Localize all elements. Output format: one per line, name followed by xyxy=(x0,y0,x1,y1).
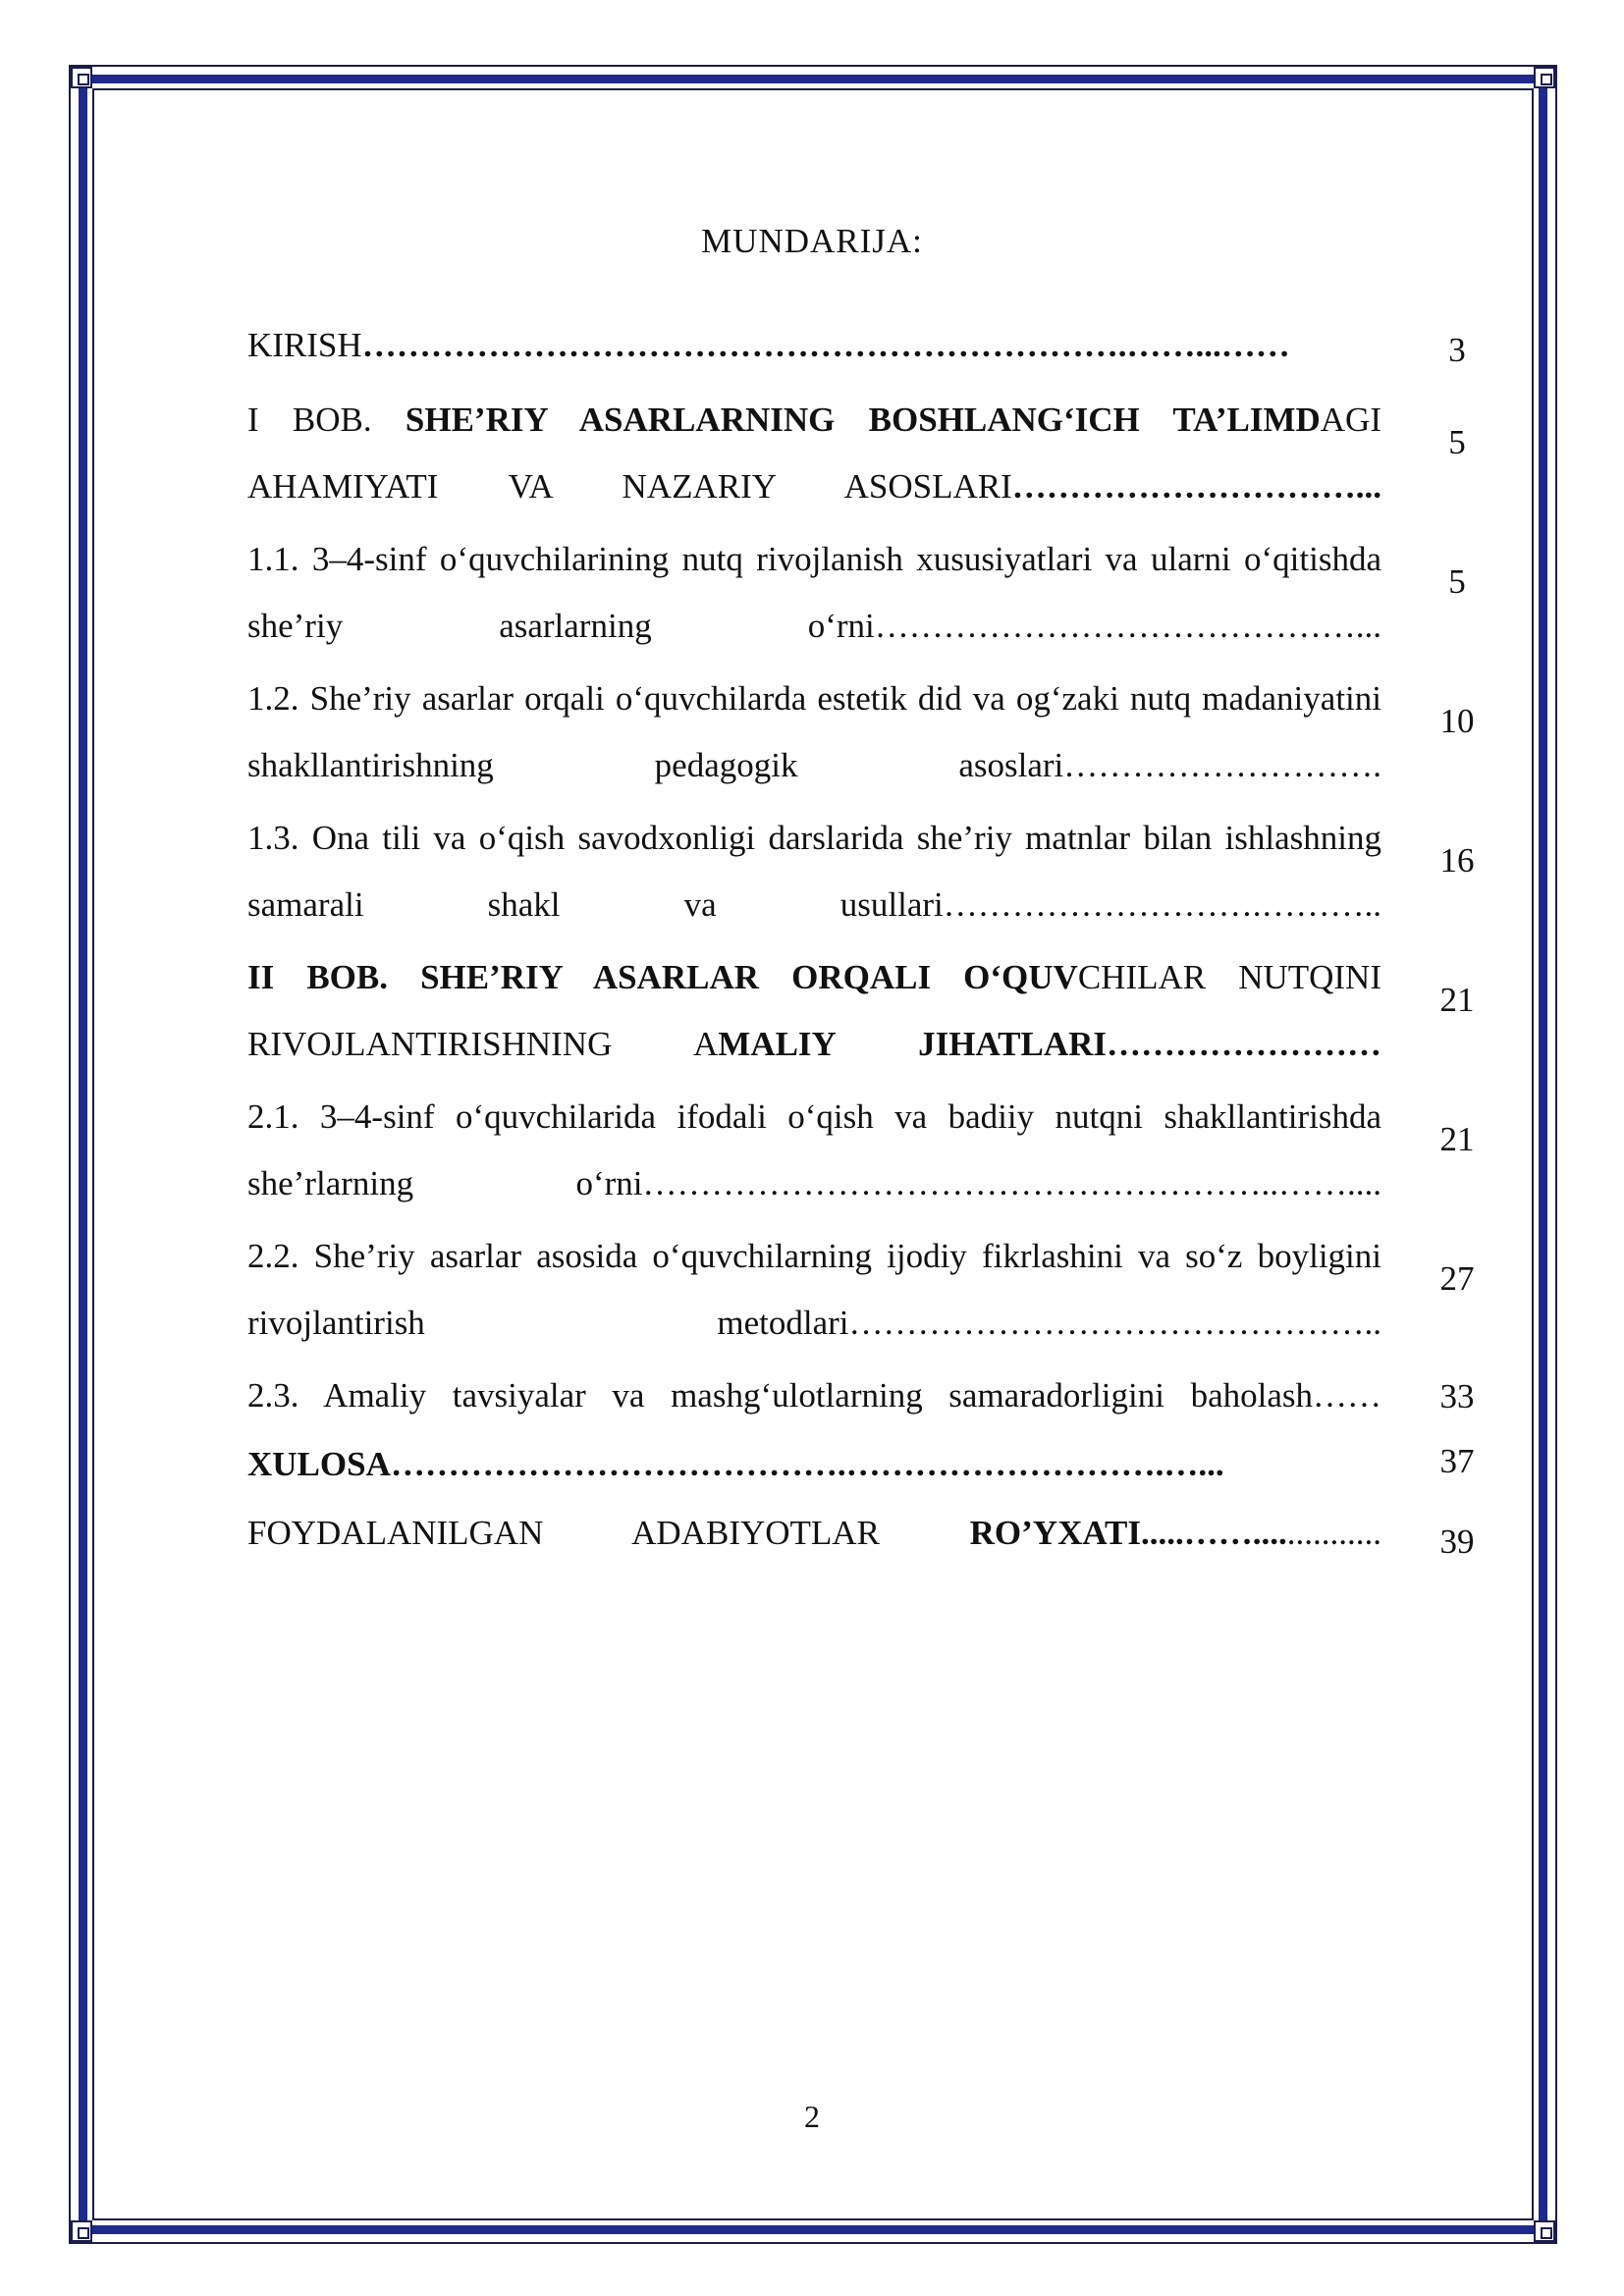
toc-entry-page-number: 10 xyxy=(1439,702,1475,740)
toc-entry xyxy=(247,312,1489,379)
toc-entry-page-number: 3 xyxy=(1448,331,1466,369)
toc-entry-title xyxy=(247,1223,1381,1357)
toc-entry-page-number: 21 xyxy=(1439,1120,1475,1158)
toc-entry-title-part: KIRISH xyxy=(247,326,362,364)
toc-entry xyxy=(247,1362,1489,1429)
toc-entry-title-part: AGI AHAMIYATI VA NAZARIY ASOSLARI xyxy=(247,400,1381,506)
toc-entry-title-part: SHE’RIY ASARLARNING BOSHLANG‘ICH TA’LIMD xyxy=(405,400,1321,439)
toc-entry-title xyxy=(247,805,1381,938)
toc-entry-page-number: 33 xyxy=(1439,1377,1475,1415)
toc-entry-title-part: RO’YXATI.....…….... xyxy=(969,1514,1287,1552)
toc-entry xyxy=(247,944,1489,1078)
toc-entry-title-part: 2.2. She’riy asarlar asosida o‘quvchilarning ijodiy fikrlashini va so‘z boyligini rivojlantirish metodlari……………………………………….. xyxy=(247,1237,1381,1342)
toc-entry-page-number: 5 xyxy=(1448,562,1466,601)
table-of-contents xyxy=(247,312,1489,1567)
corner-ornament-top-right xyxy=(1534,67,1555,88)
toc-entry-title-part: ………………………………………………………….……...…… xyxy=(361,326,1290,364)
toc-entry-title-part: 2.1. 3–4-sinf o‘quvchilarida ifodali o‘qish va badiiy nutqni shakllantirishda she’rlarning o‘rni………………………………………………..…….... xyxy=(247,1097,1381,1202)
toc-entry-page-number: 39 xyxy=(1439,1522,1475,1561)
toc-entry-title-part: 1.3. Ona tili va o‘qish savodxonligi darslarida she’riy matnlar bilan ishlashning samarali shakl va usullari……………………….……….. xyxy=(247,819,1381,924)
toc-entry-title-part: I BOB. xyxy=(247,400,406,439)
toc-entry xyxy=(247,666,1489,799)
corner-ornament-bottom-left xyxy=(71,2220,92,2242)
toc-entry-title-part: …………………………... xyxy=(1011,467,1381,506)
toc-entry-page-number: 27 xyxy=(1439,1259,1475,1298)
toc-entry xyxy=(247,1223,1489,1357)
toc-entry-title xyxy=(247,1500,1381,1567)
toc-entry xyxy=(247,1500,1489,1567)
toc-entry-title xyxy=(247,666,1381,799)
toc-entry-title xyxy=(247,1362,1381,1429)
toc-entry-title xyxy=(247,387,1381,520)
toc-entry-title-part: 1.2. She’riy asarlar orqali o‘quvchilarda estetik did va og‘zaki nutq madaniyatini shakllantirishning pedagogik asoslari………………………. xyxy=(247,679,1381,784)
toc-entry-title xyxy=(247,312,1381,379)
toc-entry-page-number: 37 xyxy=(1439,1442,1475,1480)
toc-entry-page-number: 21 xyxy=(1439,981,1475,1019)
toc-entry-title-part: 1.1. 3–4-sinf o‘quvchilarining nutq rivojlanish xususiyatlari va ularni o‘qitishda she’riy asarlarning o‘rni……………………………………... xyxy=(247,540,1381,645)
toc-entry-title xyxy=(247,1431,1381,1498)
corner-ornament-top-left xyxy=(71,67,92,88)
page-title: MUNDARIJA: xyxy=(701,222,923,260)
toc-entry-title-part: FOYDALANILGAN ADABIYOTLAR xyxy=(247,1514,970,1552)
toc-entry-page-number: 16 xyxy=(1439,841,1475,880)
corner-ornament-bottom-right xyxy=(1534,2220,1555,2242)
toc-entry xyxy=(247,526,1489,660)
toc-entry-title-part: MALIY JIHATLARI…………………… xyxy=(718,1025,1381,1063)
toc-entry-title-part: II BOB. SHE’RIY ASARLAR ORQALI O‘QUV xyxy=(247,958,1078,996)
toc-entry-title xyxy=(247,526,1381,660)
toc-entry-title-part: ........... xyxy=(1286,1514,1381,1552)
toc-entry-title-part: CHILAR NUTQINI RIVOJLANTIRISHNING A xyxy=(247,958,1381,1063)
toc-entry xyxy=(247,805,1489,938)
toc-entry-title xyxy=(247,1084,1381,1217)
toc-entry-title xyxy=(247,944,1381,1078)
toc-entry xyxy=(247,1084,1489,1217)
toc-entry xyxy=(247,387,1489,520)
toc-entry-title-part: XULOSA………………………………….……………………….…... xyxy=(247,1445,1224,1483)
page-number: 2 xyxy=(804,2099,820,2134)
toc-entry-page-number: 5 xyxy=(1448,423,1466,461)
toc-entry xyxy=(247,1431,1489,1498)
toc-entry-title-part: 2.3. Amaliy tavsiyalar va mashg‘ulotlarning samaradorligini baholash…… xyxy=(247,1376,1381,1415)
